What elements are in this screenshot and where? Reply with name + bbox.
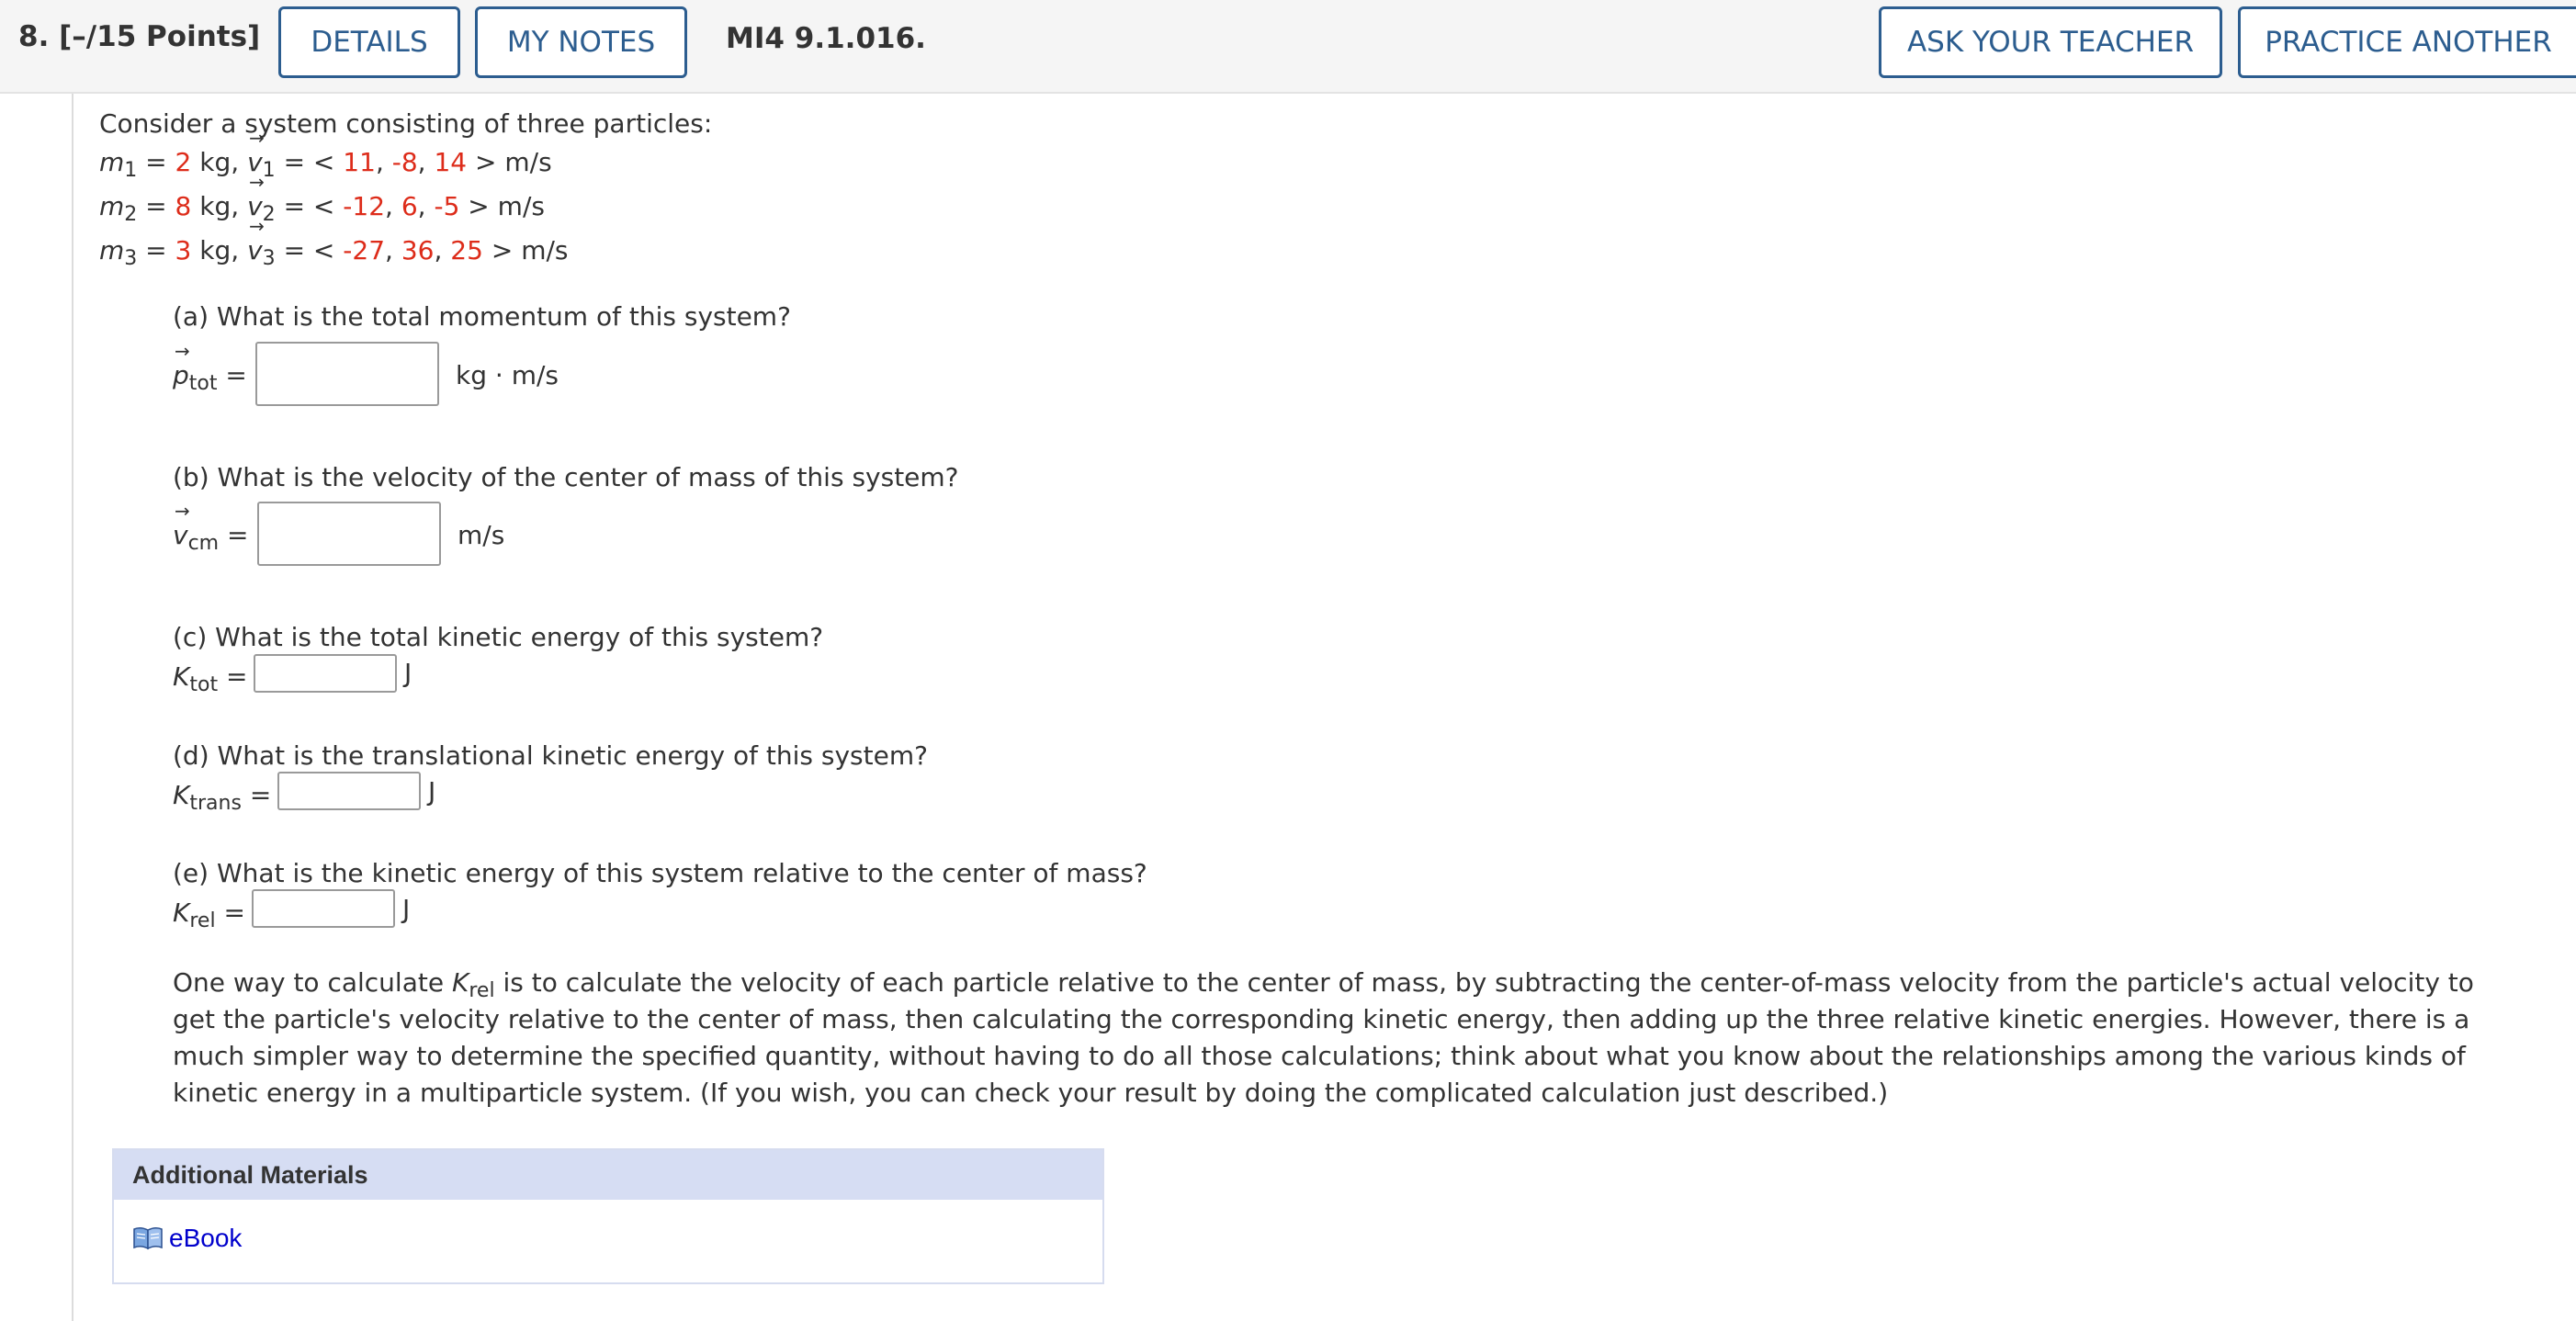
question-code: MI4 9.1.016. [726, 22, 926, 55]
particle-1-vx: 11 [343, 147, 376, 177]
part-e-label: $K_{rel}$ = [173, 898, 245, 932]
particle-3-line: $m_3 = 3$ kg, → $v_3$ = < -27, 36, 25 > m/s [99, 235, 569, 265]
part-d-label: $K_{trans}$ = [173, 780, 272, 815]
particle-1-vz: 14 [434, 147, 468, 177]
particle-3-vy: 36 [401, 235, 435, 265]
particle-3-mass: 3 [175, 235, 192, 265]
particle-2-vz: -5 [434, 191, 460, 221]
part-a-question: (a) What is the total momentum of this system? [173, 301, 791, 332]
part-b-answer-input[interactable] [257, 502, 441, 566]
particle-1-line: $m_1 = 2$ kg, → $v_1$ = < 11, -8, 14 > m/s [99, 147, 552, 177]
part-e-question: (e) What is the kinetic energy of this system relative to the center of mass? [173, 858, 1147, 888]
question-header [0, 0, 2576, 94]
part-d-answer-input[interactable] [277, 772, 421, 810]
problem-intro: Consider a system consisting of three particles: [99, 108, 713, 139]
part-d-unit: J [428, 776, 436, 807]
part-e-answer-input[interactable] [252, 889, 395, 928]
ask-your-teacher-button[interactable]: ASK YOUR TEACHER [1879, 6, 2222, 78]
particle-2-vx: -12 [343, 191, 386, 221]
question-number: 8. [–/15 Points] [18, 20, 261, 53]
part-b-label: → $v_{cm}$ = [173, 520, 248, 550]
additional-materials-title: Additional Materials [114, 1150, 1102, 1200]
additional-materials-panel [112, 1148, 1104, 1284]
part-a-answer-input[interactable] [255, 342, 439, 406]
part-a-unit: kg · m/s [456, 360, 559, 390]
practice-another-button[interactable]: PRACTICE ANOTHER [2238, 6, 2576, 78]
particle-2-mass: 8 [175, 191, 192, 221]
part-c-answer-input[interactable] [254, 654, 397, 693]
part-c-unit: J [404, 658, 412, 688]
my-notes-button[interactable]: MY NOTES [475, 6, 687, 78]
ebook-label[interactable]: eBook [169, 1224, 243, 1252]
part-c-label: $K_{tot}$ = [173, 661, 248, 696]
part-e-unit: J [402, 894, 411, 924]
ebook-link[interactable] [132, 1224, 242, 1253]
part-a-label: → $p_{tot}$ = [173, 360, 247, 390]
particle-2-vy: 6 [401, 191, 418, 221]
part-c-question: (c) What is the total kinetic energy of this system? [173, 622, 824, 652]
particle-1-mass: 2 [175, 147, 192, 177]
details-button[interactable]: DETAILS [278, 6, 460, 78]
content-left-rule [72, 94, 73, 1321]
particle-1-vy: -8 [391, 147, 418, 177]
part-d-question: (d) What is the translational kinetic energy of this system? [173, 740, 928, 771]
book-icon [132, 1226, 164, 1250]
particle-2-line: $m_2 = 8$ kg, → $v_2$ = < -12, 6, -5 > m/s [99, 191, 545, 221]
part-b-unit: m/s [458, 520, 505, 550]
hint-paragraph: One way to calculate $K_{rel}$ is to calculate the velocity of each particle relative to the center of mass, by subtracting the center-of-mass velocity from the particle's actual velocity to get the particle's velocity relative to the center of mass, then calculating the corresponding kinetic energy, then adding up the three relative kinetic energies. However, there is a much simpler way to determine the specified quantity, without having to do all those calculations; think about what you know about the relationships among the various kinds of kinetic energy in a multiparticle system. (If you wish, you can check your result by doing the complicated calculation just described.) [173, 967, 2474, 1108]
particle-3-vz: 25 [450, 235, 483, 265]
particle-3-vx: -27 [343, 235, 386, 265]
part-b-question: (b) What is the velocity of the center of mass of this system? [173, 462, 959, 492]
